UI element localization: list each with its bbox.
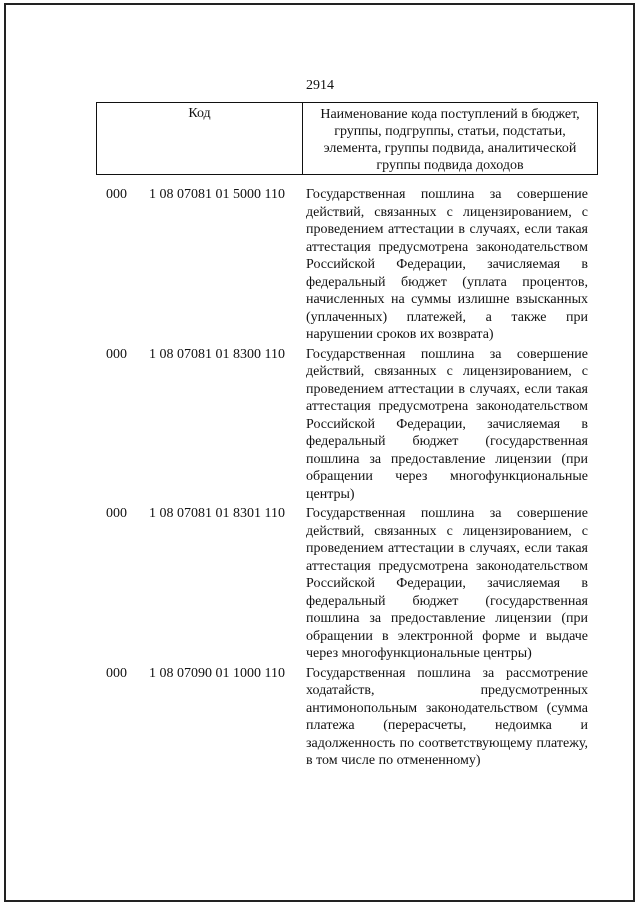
table-body [0,186,640,772]
row-description: Государственная пошлина за совершение действий, связанных с лицензированием, с проведением аттестации в случаях, если такая аттестация предусмотрена законодательством Российской Федерации, зачисляемая в федеральный бюджет (государственная пошлина за предоставление лицензии (при обращении в электронной форме и выдаче через многофункциональные центры) [306,506,588,661]
row-admin-code: 000 [106,506,127,521]
header-code: Код [96,103,302,174]
table-header [96,102,598,175]
row-kbk-code: 1 08 07081 01 8300 110 [149,346,285,362]
page-number: 2914 [306,78,334,93]
row-description: Государственная пошлина за совершение действий, связанных с лицензированием, с проведением аттестации в случаях, если такая аттестация предусмотрена законодательством Российской Федерации, зачисляемая в федеральный бюджет (уплата процентов, начисленных на суммы излишне взысканных (уплаченных) платежей, а также при нарушении сроков их возврата) [306,187,588,342]
row-kbk-code: 1 08 07081 01 8301 110 [149,506,285,521]
row-admin-code: 000 [106,665,127,681]
row-description: Государственная пошлина за рассмотрение ходатайств, предусмотренных антимонопольным законодательством (сумма платежа (перерасчеты, недоимка и задолженность по соответствующему платежу, в том числе по отмененному) [306,665,588,768]
table-row [0,505,640,663]
table-row [0,186,640,344]
row-kbk-code: 1 08 07081 01 5000 110 [149,187,285,202]
row-admin-code: 000 [106,187,127,202]
table-row [0,665,640,770]
row-kbk-code: 1 08 07090 01 1000 110 [149,665,285,681]
row-admin-code: 000 [106,346,127,362]
header-name: Наименование кода поступлений в бюджет, группы, подгруппы, статьи, подстатьи, элемента, группы подвида, аналитической группы подвида доходов [302,103,598,174]
table-row [0,346,640,504]
row-description: Государственная пошлина за совершение действий, связанных с лицензированием, с проведением аттестации в случаях, если такая аттестация предусмотрена законодательством Российской Федерации, зачисляемая в федеральный бюджет (государственная пошлина за предоставление лицензии (при обращении через многофункциональные центры) [306,346,588,502]
